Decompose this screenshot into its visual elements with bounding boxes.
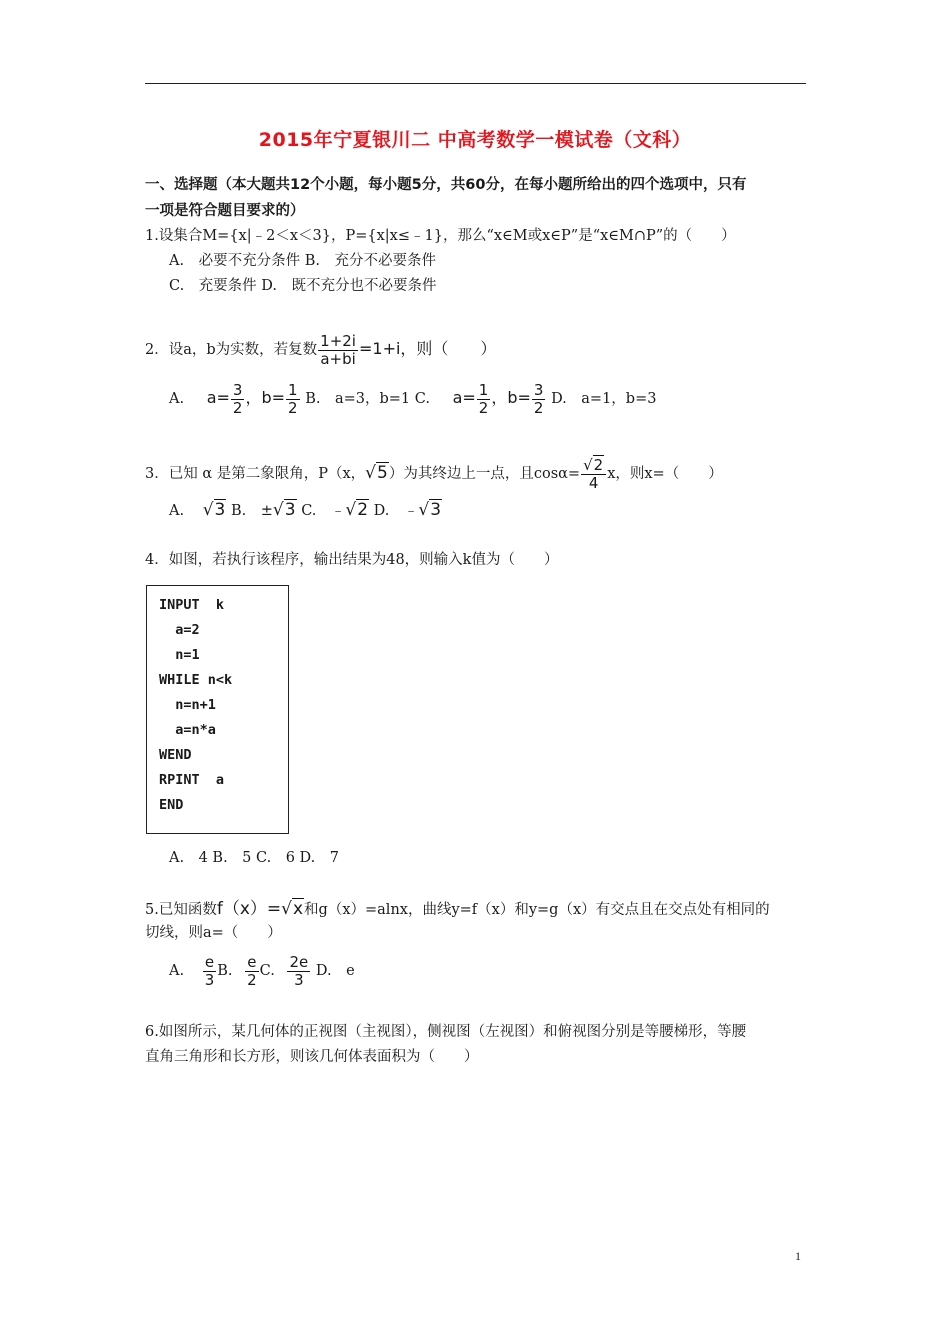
- q2-opt-a-var: a=: [206, 388, 230, 407]
- q3-opt-d-label: D. ﹣: [373, 503, 419, 519]
- code-line: a=2: [159, 622, 200, 638]
- q2-stem-pre: 2．设a，b为实数，若复数: [145, 342, 318, 358]
- q2-opt-b-text: B. a=3，b=1 C.: [305, 391, 430, 407]
- q2-fraction: [318, 333, 358, 368]
- q3-sqrt5: √5: [365, 463, 388, 483]
- q3-opt-d-sqrt: √3: [418, 500, 442, 520]
- q4-stem: 4．如图，若执行该程序，输出结果为48，则输入k值为（ ）: [145, 552, 559, 568]
- section-heading-line2: 一项是符合题目要求的）: [145, 203, 305, 219]
- header-rule: [145, 83, 806, 84]
- section-heading-line1: 一、选择题（本大题共12个小题，每小题5分，共60分，在每小题所给出的四个选项中，只有: [145, 177, 747, 193]
- q4-options: A. 4 B. 5 C. 6 D. 7: [169, 850, 339, 866]
- q5-opt-d-text: D. e: [315, 963, 355, 979]
- q5-opt-a-num: e: [204, 952, 215, 971]
- q2-opt-c-frac2: [532, 382, 546, 417]
- q3-stem-post: x，则x=（ ）: [607, 466, 723, 482]
- q3-sqrt5-radicand: 5: [377, 463, 388, 483]
- code-line: n=1: [159, 647, 200, 663]
- q6-stem-line1: 6.如图所示，某几何体的正视图（主视图），侧视图（左视图）和俯视图分别是等腰梯形，等腰: [145, 1024, 747, 1040]
- q5-opt-b-num: e: [247, 952, 257, 971]
- q5-opt-b-label: B.: [217, 963, 233, 979]
- q2-opt-d-text: D. a=1，b=3: [551, 391, 657, 407]
- code-line: END: [159, 797, 184, 813]
- q3-opt-a-label: A.: [169, 503, 185, 519]
- q5-opt-b-frac: [245, 954, 259, 989]
- q5-opt-a-den: 3: [204, 970, 215, 989]
- q5-opt-a-frac: [203, 954, 217, 989]
- q5-opt-c-label: C.: [259, 963, 275, 979]
- code-line: WEND: [159, 747, 192, 763]
- q5-function-f: f（x）=: [216, 899, 282, 919]
- q2-options: [169, 378, 656, 419]
- q5-stem-post: 和g（x）=alnx，曲线y=f（x）和y=g（x）有交点且在交点处有相同的: [304, 902, 770, 918]
- code-line: RPINT a: [159, 772, 225, 788]
- q2-opt-c-num1: 1: [478, 380, 489, 399]
- q1-options-cd: C. 充要条件 D. 既不充分也不必要条件: [169, 278, 437, 294]
- q3-opt-c-sqrt: √2: [345, 500, 369, 520]
- q2-opt-a-num1: 3: [232, 380, 243, 399]
- q2-opt-c-den2: 2: [533, 398, 544, 417]
- q6-stem-line2: 直角三角形和长方形，则该几何体表面积为（ ）: [145, 1049, 479, 1065]
- q5-sqrt-x: √x: [281, 899, 304, 919]
- q2-opt-c-var: a=: [452, 388, 476, 407]
- q2-stem: [145, 329, 496, 370]
- q3-options: [169, 497, 442, 524]
- q5-stem: [145, 896, 770, 923]
- q5-opt-c-num: 2e: [289, 952, 309, 971]
- q2-opt-c-sep: ，b=: [491, 388, 531, 407]
- q5-opt-a-label: A.: [169, 963, 185, 979]
- q2-opt-a-label: A.: [169, 391, 185, 407]
- code-line: n=n+1: [159, 697, 216, 713]
- q3-opt-a-radicand: 3: [214, 500, 226, 520]
- q2-opt-a-sep: ，b=: [245, 388, 286, 407]
- q5-sqrt-radicand: x: [292, 899, 304, 919]
- q2-opt-a-num2: 1: [288, 380, 298, 399]
- q1-stem: 1.设集合M={x|﹣2＜x＜3}，P={x|x≤﹣1}，那么“x∈M或x∈P”是“x∈M∩P”的（ ）: [145, 228, 736, 244]
- q2-frac-denominator: a+bi: [320, 349, 356, 368]
- q2-opt-a-frac1: [231, 382, 245, 417]
- code-line: WHILE n<k: [159, 672, 233, 688]
- q5-options: [169, 950, 355, 992]
- q2-opt-a-den2: 2: [288, 398, 298, 417]
- q5-stem-pre: 5.已知函数: [145, 902, 217, 918]
- q2-stem-post: =1+i，则（ ）: [358, 339, 497, 358]
- q3-opt-b-sqrt: √3: [272, 500, 296, 520]
- q2-opt-c-den1: 2: [478, 398, 489, 417]
- code-line: a=n*a: [159, 722, 216, 738]
- q3-stem-mid: ）为其终边上一点，且cosα=: [388, 466, 581, 482]
- q5-opt-c-frac: [287, 954, 310, 989]
- q3-opt-b-radicand: 3: [284, 500, 296, 520]
- page-number: 1: [795, 1249, 801, 1263]
- q3-frac-num-radicand: 2: [593, 455, 604, 474]
- q5-opt-b-den: 2: [247, 970, 257, 989]
- q2-frac-numerator: 1+2i: [320, 331, 356, 350]
- q3-stem-pre: 3．已知 α 是第二象限角，P（x，: [145, 466, 366, 482]
- q1-options-ab: A. 必要不充分条件 B. 充分不必要条件: [169, 253, 436, 269]
- exam-title: 2015年宁夏银川二 中高考数学一模试卷（文科）: [258, 129, 692, 151]
- q2-opt-c-frac1: [477, 382, 491, 417]
- q2-opt-a-den1: 2: [232, 398, 243, 417]
- q3-opt-b-label: B. ±: [230, 503, 273, 519]
- q5-opt-c-den: 3: [294, 970, 304, 989]
- q3-fraction: [581, 457, 606, 492]
- q3-frac-numerator: √2: [581, 457, 606, 475]
- q3-opt-a-sqrt: √3: [202, 500, 226, 520]
- code-line: INPUT k: [159, 597, 225, 613]
- q3-stem: [145, 453, 723, 494]
- q3-opt-d-radicand: 3: [430, 500, 442, 520]
- q2-opt-a-frac2: [286, 382, 300, 417]
- q2-opt-c-num2: 3: [533, 380, 544, 399]
- q3-opt-c-radicand: 2: [357, 500, 369, 520]
- q3-opt-c-label: C. ﹣: [301, 503, 346, 519]
- q5-stem-line2: 切线，则a=（ ）: [145, 925, 282, 941]
- q3-frac-denominator: 4: [588, 473, 599, 492]
